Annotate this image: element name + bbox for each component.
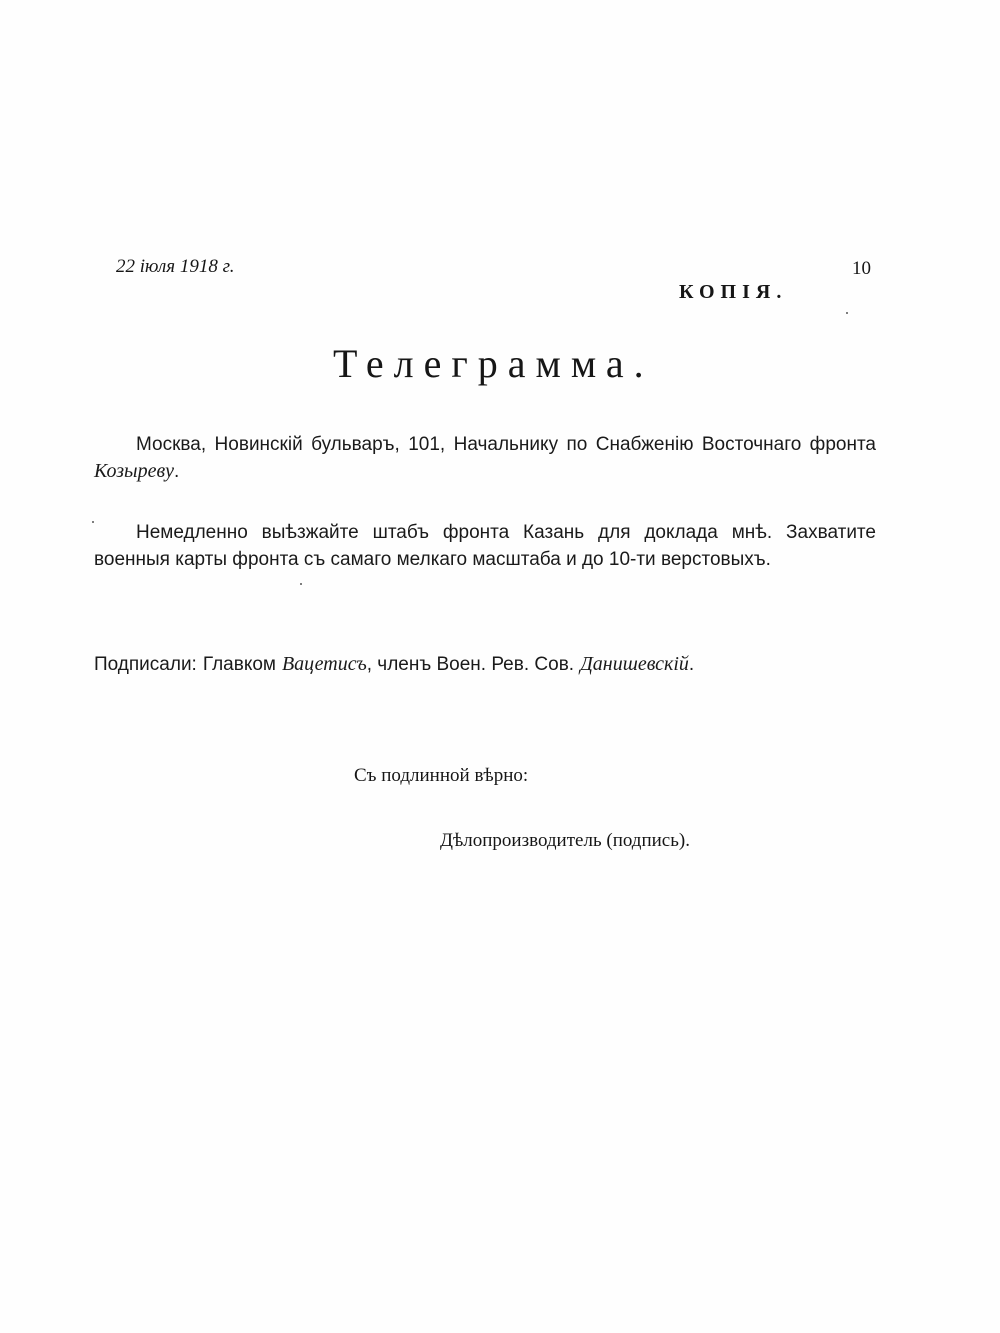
signatures-end: . bbox=[688, 654, 695, 675]
signatures-line bbox=[94, 653, 694, 676]
signatures-label: Подписали: bbox=[94, 654, 197, 675]
document-date: 22 іюля 1918 г. bbox=[116, 256, 235, 277]
scan-speck bbox=[92, 521, 94, 523]
signer-1-name: Вацетисъ bbox=[281, 653, 367, 675]
document-title: Телеграмма. bbox=[333, 341, 654, 386]
scan-speck bbox=[846, 312, 848, 314]
signer-2-name: Данишевскій bbox=[580, 653, 689, 675]
address-paragraph bbox=[94, 431, 876, 485]
signer-1-role: Главком bbox=[202, 654, 276, 675]
copy-label: КОПІЯ. bbox=[679, 281, 788, 303]
signer-2-role: , членъ Воен. Рев. Сов. bbox=[366, 654, 575, 675]
recipient-name: Козыреву bbox=[94, 460, 175, 482]
address-text: Москва, Новинскій бульваръ, 101, Начальнику по Снабженію Восточнаго фронта bbox=[136, 434, 876, 455]
clerk-signature: Дѣлопроизводитель (подпись). bbox=[440, 830, 690, 851]
address-end: . bbox=[174, 461, 180, 482]
message-text: Немедленно выѣзжайте штабъ фронта Казань для доклада мнѣ. Захватите военныя карты фронта съ самаго мелкаго масштаба и до 10-ти верстовыхъ. bbox=[94, 522, 876, 570]
page-number: 10 bbox=[852, 258, 871, 279]
message-paragraph bbox=[94, 519, 876, 573]
scan-speck bbox=[300, 583, 302, 585]
certification-text: Съ подлинной вѣрно: bbox=[354, 765, 529, 786]
